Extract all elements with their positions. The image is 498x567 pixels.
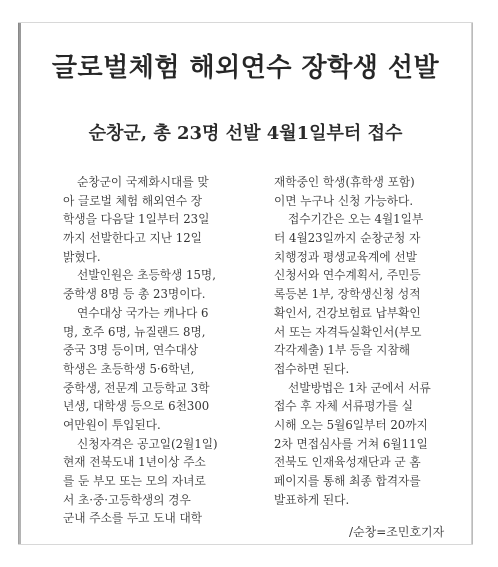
text-line: 연수대상 국가는 캐나다 6: [77, 305, 209, 320]
text-line: 발표하게 된다.: [274, 492, 350, 507]
text-line: 학생은 초등학생 5·6학년,: [63, 361, 195, 376]
text-line: 를 둔 부모 또는 모의 자녀로: [63, 474, 206, 488]
text-line: 록등본 1부, 장학생신청 성적: [274, 287, 421, 302]
text-line: 신청서와 연수계획서, 주민등: [274, 268, 421, 283]
text-line: 년생, 대학생 등으로 6천300: [63, 399, 210, 414]
text-line: 서 또는 자격득실확인서(부모: [274, 324, 422, 339]
text-line: 전북도 인재육성재단과 군 홈: [274, 455, 421, 470]
article-column-left: [63, 173, 269, 528]
article-column-right: [274, 173, 484, 509]
text-line: 치행정과 평생교육계에 선발: [274, 249, 417, 264]
text-line: 접수기간은 오는 4월1일부: [288, 212, 424, 227]
text-line: 중국 3명 등이며, 연수대상: [63, 343, 199, 358]
text-line: 페이지를 통해 최종 합격자를: [274, 474, 421, 488]
text-line: 재학중인 학생(휴학생 포함): [274, 175, 415, 189]
text-line: 선발방법은 1차 군에서 서류: [288, 380, 431, 395]
text-line: 현재 전북도내 1년이상 주소: [63, 455, 206, 470]
text-line: 2차 면접심사를 거쳐 6월11일: [274, 436, 428, 451]
text-line: 접수하면 된다.: [274, 361, 350, 376]
text-line: 각각제출) 1부 등을 지참해: [274, 343, 411, 358]
text-line: 선발인원은 초등학생 15명,: [77, 268, 216, 283]
newspaper-clipping: [18, 22, 473, 545]
text-line: 신청자격은 공고일(2월1일): [77, 436, 218, 451]
text-line: 순창군이 국제화시대를 맞: [77, 175, 209, 189]
text-line: 학생을 다음달 1일부터 23일: [63, 212, 210, 227]
article-byline: /순창=조민호기자: [349, 525, 445, 539]
article-headline: 글로벌체험 해외연수 장학생 선발: [51, 53, 440, 83]
text-line: 까지 선발한다고 지난 12일: [63, 231, 202, 246]
text-line: 중학생 8명 등 총 23명이다.: [63, 287, 206, 302]
text-line: 이면 누구나 신청 가능하다.: [274, 193, 414, 208]
text-line: 군내 주소를 두고 도내 대학: [63, 511, 203, 526]
text-line: 서 초·중·고등학생의 경우: [63, 492, 191, 507]
text-line: 터 4월23일까지 순창군청 자: [274, 231, 421, 246]
article-subheadline: [19, 119, 472, 145]
text-line: 접수 후 자체 서류평가를 실: [274, 399, 414, 414]
text-line: 아 글로벌 체험 해외연수 장: [63, 193, 203, 208]
text-line: 중학생, 전문계 고등학교 3학: [63, 380, 210, 395]
text-line: 확인서, 건강보험료 납부확인: [274, 305, 421, 320]
subheadline-text: 순창군, 총 23명 선발 4월1일부터 접수: [88, 123, 403, 144]
text-line: 밝혔다.: [63, 249, 101, 264]
text-line: 여만원이 투입된다.: [63, 417, 161, 432]
text-line: 시해 오는 5월6일부터 20까지: [274, 417, 428, 432]
text-line: 명, 호주 6명, 뉴질랜드 8명,: [63, 324, 206, 339]
